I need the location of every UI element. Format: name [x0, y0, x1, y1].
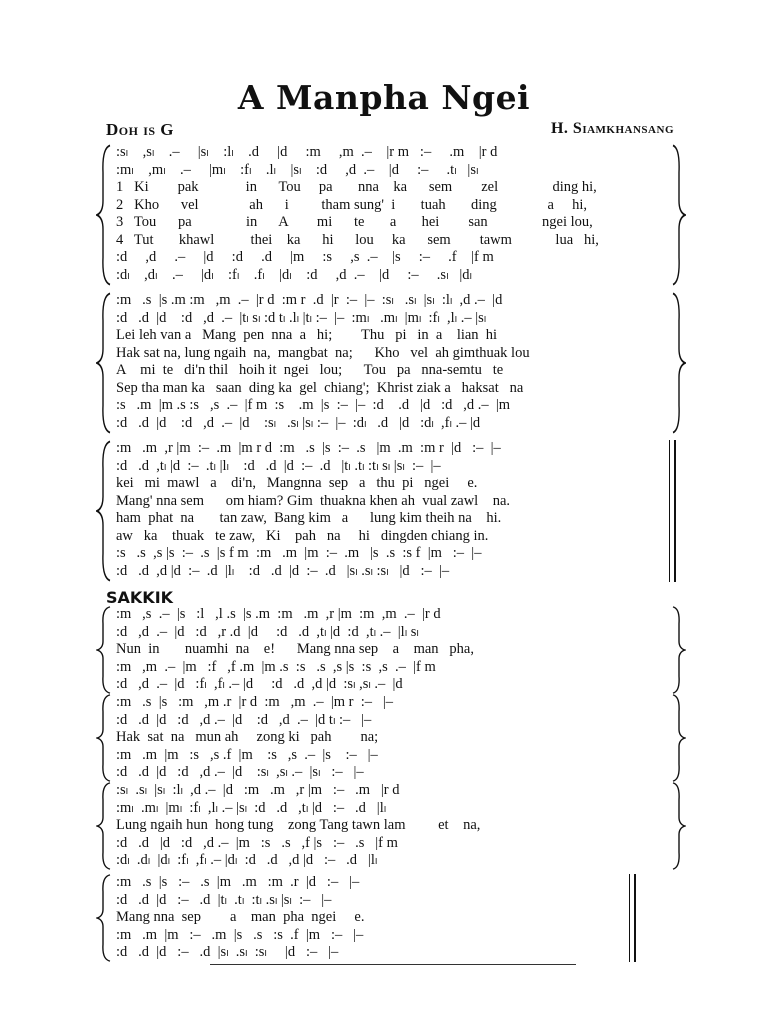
left-brace-icon: [96, 440, 112, 582]
tenor-line: :d .d |d :d ,d .– |m :s .s ,f |s :– .s |f m: [116, 834, 398, 851]
lyric-verse-3: 3 Tou pa in A mi te a hei san ngei lou,: [116, 214, 593, 230]
music-system-3: [96, 440, 686, 582]
soprano-line: :m .s |s .m :m ,m .– |r d :m r .d |r :– |– :sₗ .sₗ |sₗ :lₗ ,d .– |d: [116, 292, 503, 308]
left-brace-icon: [96, 144, 112, 286]
lyric-verse-2: Mang' nna sem om hiam? Gim thuaknа khen ah vual zawl na.: [116, 492, 511, 509]
lyric-verse-1: 1 Ki pak in Tou pa nna ka sem zel ding hi,: [116, 179, 597, 195]
system-rows: [116, 782, 674, 870]
music-system-6: [96, 782, 686, 870]
right-brace-icon: [672, 144, 686, 286]
soprano-line: :m ,s .– |s :l ,l .s |s .m :m .m ,r |m :m ,m .– |r d: [116, 606, 441, 622]
bass-line: :dₗ ,dₗ .– |dₗ :fₗ .fₗ |dₗ :d ,d .– |d :– .sₗ |dₗ: [116, 266, 472, 283]
right-brace-icon: [672, 782, 686, 870]
lyric-verse-4: 4 Tut khawl thei ka hi lou ka sem tawm lua hi,: [116, 231, 599, 248]
soprano-line: :m .s |s :m ,m .r |r d :m ,m .– |m r :– |–: [116, 694, 394, 710]
system-rows: [116, 144, 674, 286]
soprano-line: :m .s |s :– .s |m .m :m .r |d :– |–: [116, 874, 360, 890]
alto-line: :d .d |d :d ,d .– |d :d ,d .– |d tₗ :– |–: [116, 711, 372, 728]
alto-line: :d .d ,tₗ |d :– .tₗ |lₗ :d .d |d :– .d |tₗ .tₗ :tₗ sₗ |sₗ :– |–: [116, 457, 441, 474]
tenor-line: :m .m |m :s ,s .f |m :s ,s .– |s :– |–: [116, 746, 378, 763]
chorus-label: SAKKIK: [106, 588, 174, 607]
left-brace-icon: [96, 292, 112, 434]
right-brace-icon: [672, 292, 686, 434]
right-brace-icon: [672, 606, 686, 694]
tenor-line: :s .m |m .s :s ,s .– |f m :s .m |s :– |– :d .d |d :d ,d .– |m: [116, 397, 511, 413]
tenor-line: :m ,m .– |m :f ,f .m |m .s :s .s ,s |s :s ,s .– |f m: [116, 658, 436, 675]
lyric-verse-2: 2 Kho vel ah i tham sung' i tuah ding a hi,: [116, 196, 588, 213]
system-rows: [116, 606, 674, 694]
alto-line: :mₗ ,mₗ .– |mₗ :fₗ .lₗ |sₗ :d ,d .– |d :– .tₗ |sₗ: [116, 161, 479, 178]
lyric-chorus: Mang nna sep a man pha ngei e.: [116, 909, 365, 925]
system-rows: [116, 440, 674, 582]
alto-line: :d .d |d :– .d |tₗ .tₗ :tₗ .sₗ |sₗ :– |–: [116, 891, 332, 908]
system-rows: [116, 874, 674, 962]
system-rows: [116, 694, 674, 782]
lyric-chorus: Hak sat na mun ah zong ki pah na;: [116, 729, 379, 745]
bass-line: :d ,d .– |d :fₗ ,fₗ .– |d :d .d ,d |d :sₗ ,sₗ .– |d: [116, 676, 403, 692]
lyric-chorus: Lung ngaih hun hong tung zong Tang tawn lam et na,: [116, 817, 481, 833]
left-brace-icon: [96, 606, 112, 694]
alto-line: :d .d |d :d ,d .– |tₗ sₗ :d tₗ .lₗ |tₗ :– |– :mₗ .mₗ |mₗ :fₗ ,lₗ .– |sₗ: [116, 309, 487, 326]
lyric-verse-4: Sep tha man ka saan ding ka gel chiang'; Khrist ziak a haksat na: [116, 379, 524, 396]
bass-line: :d .d |d :d ,d .– |d :sₗ ,sₗ .– |sₗ :– |–: [116, 764, 364, 780]
bass-line: :d .d |d :– .d |sₗ .sₗ :sₗ |d :– |–: [116, 944, 339, 960]
left-brace-icon: [96, 694, 112, 782]
footer-divider: [210, 964, 576, 965]
soprano-line: :sₗ .sₗ |sₗ :lₗ ,d .– |d :m .m ,r |m :– .m |r d: [116, 782, 400, 798]
soprano-line: :m .m ,r |m :– .m |m r d :m .s |s :– .s |m .m :m r |d :– |–: [116, 440, 501, 456]
system-rows: [116, 292, 674, 434]
music-system-5: [96, 694, 686, 782]
bass-line: :d .d ,d |d :– .d |lₗ :d .d |d :– .d |sₗ .sₗ :sₗ |d :– |–: [116, 562, 450, 579]
bass-line: :dₗ .dₗ |dₗ :fₗ ,fₗ .– |dₗ :d .d ,d |d :– .d |lₗ: [116, 852, 378, 868]
left-brace-icon: [96, 782, 112, 870]
tenor-line: :s .s ,s |s :– .s |s f m :m .m |m :– .m |s .s :s f |m :– |–: [116, 545, 482, 561]
music-system-1: [96, 144, 686, 286]
left-brace-icon: [96, 874, 112, 962]
key-signature: Doh is G: [106, 120, 175, 139]
right-brace-icon: [672, 694, 686, 782]
alto-line: :mₗ .mₗ |mₗ :fₗ ,lₗ .– |sₗ :d .d ,tₗ |d :– .d |lₗ: [116, 799, 387, 816]
lyric-chorus: Nun in nuamhi na e! Mang nna sep a man pha,: [116, 641, 474, 657]
lyric-verse-2: Hak sat na, lung ngaih na, mangbat na; Kho vel ah gimthuak lou: [116, 344, 530, 361]
bass-line: :d .d |d :d ,d .– |d :sₗ .sₗ |sₗ :– |– :dₗ .d |d :dₗ ,fₗ .– |d: [116, 414, 481, 431]
song-title: A Manpha Ngei: [237, 78, 531, 117]
music-system-4: [96, 606, 686, 694]
music-system-2: [96, 292, 686, 434]
lyric-verse-1: Lei leh van a Mang pen nna a hi; Thu pi in a lian hi: [116, 327, 498, 343]
lyric-verse-4: aw ka thuak te zaw, Ki pah na hi dingden chiang in.: [116, 527, 489, 544]
tenor-line: :d ,d .– |d :d .d |m :s ,s .– |s :– .f |f m: [116, 249, 494, 265]
alto-line: :d ,d .– |d :d ,r .d |d :d .d ,tₗ |d :d ,tₗ .– |lₗ sₗ: [116, 623, 419, 640]
lyric-verse-3: A mi te di'n thil hoih it ngei lou; Tou pa nna-semtu te: [116, 362, 504, 378]
lyric-verse-3: ham phat na tan zaw, Bang kim a lung kim theih na hi.: [116, 510, 502, 526]
lyric-verse-1: kei mi mawl a di'n, Mangnna sep a thu pi ngei e.: [116, 475, 478, 491]
composer-name: H. Siamkhansang: [550, 120, 674, 137]
tenor-line: :m .m |m :– .m |s .s :s .f |m :– |–: [116, 926, 364, 943]
music-system-7: [96, 874, 686, 962]
soprano-line: :sₗ ,sₗ .– |sₗ :lₗ .d |d :m ,m .– |r m :– .m |r d: [116, 144, 498, 160]
